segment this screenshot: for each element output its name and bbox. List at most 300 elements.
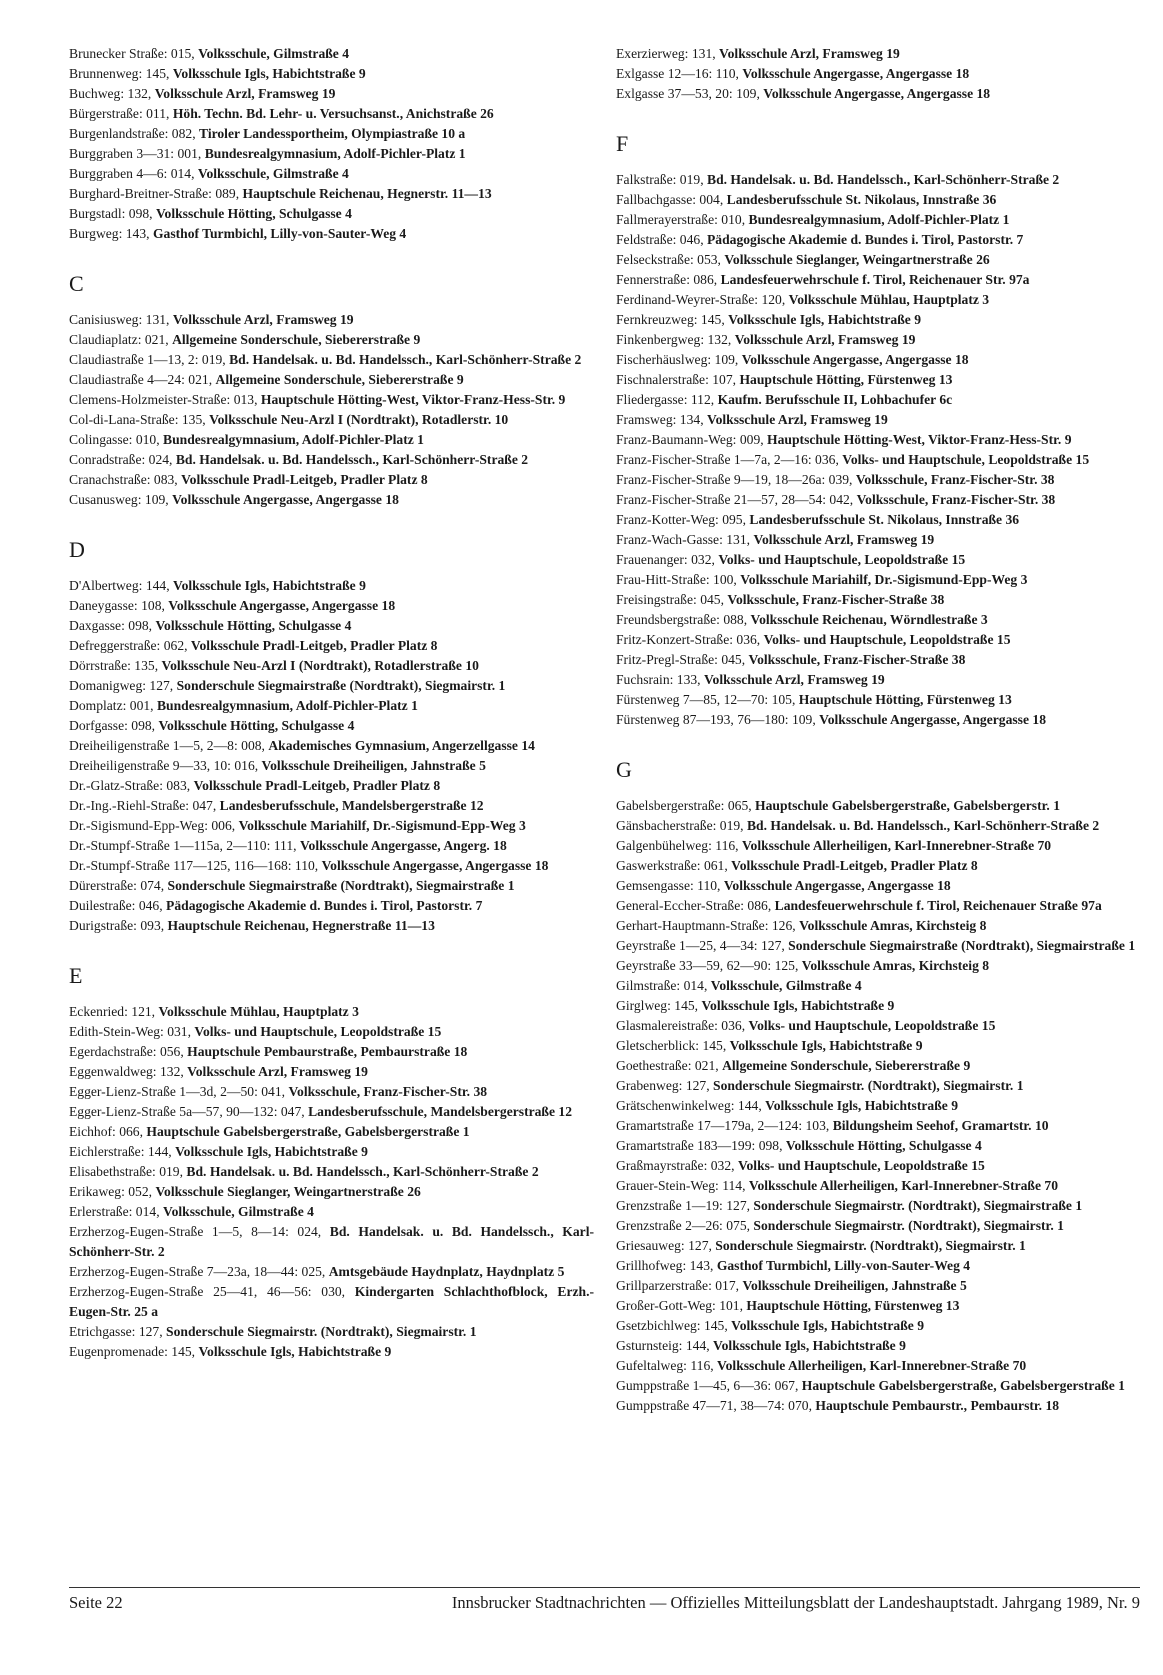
street-name: Franz-Wach-Gasse: 131,	[616, 532, 754, 547]
school-assignment: Hauptschule Gabelsbergerstraße, Gabelsbergerstr. 1	[755, 798, 1060, 813]
street-entry	[69, 1322, 594, 1342]
school-assignment: Sonderschule Siegmairstr. (Nordtrakt), Siegmairstr. 1	[166, 1324, 477, 1339]
street-entry	[616, 976, 1141, 996]
street-name: Fürstenweg 87—193, 76—180: 109,	[616, 712, 820, 727]
street-entry	[69, 616, 594, 636]
street-name: Gumppstraße 47—71, 38—74: 070,	[616, 1398, 816, 1413]
street-entry	[69, 390, 594, 410]
street-entry	[616, 1296, 1141, 1316]
street-entry	[616, 1316, 1141, 1336]
street-entry	[69, 370, 594, 390]
street-name: Eugenpromenade: 145,	[69, 1344, 199, 1359]
street-entry	[69, 184, 594, 204]
street-name: Egger-Lienz-Straße 5a—57, 90—132: 047,	[69, 1104, 309, 1119]
street-name: Erzherzog-Eugen-Straße 7—23a, 18—44: 025,	[69, 1264, 329, 1279]
street-name: Eckenried: 121,	[69, 1004, 159, 1019]
street-name: Franz-Fischer-Straße 21—57, 28—54: 042,	[616, 492, 857, 507]
street-entry	[69, 1042, 594, 1062]
street-name: Gramartstraße 17—179a, 2—124: 103,	[616, 1118, 833, 1133]
school-assignment: Hauptschule Reichenau, Hegnerstraße 11—13	[167, 918, 435, 933]
street-entry	[616, 590, 1141, 610]
street-name: Grenzstraße 1—19: 127,	[616, 1198, 754, 1213]
street-name: Erlerstraße: 014,	[69, 1204, 163, 1219]
school-assignment: Volksschule, Gilmstraße 4	[710, 978, 862, 993]
school-assignment: Volksschule Mariahilf, Dr.-Sigismund-Epp-Weg 3	[740, 572, 1028, 587]
school-assignment: Volksschule Pradl-Leitgeb, Pradler Platz 8	[190, 638, 438, 653]
street-entry	[69, 916, 594, 936]
street-entry	[616, 1096, 1141, 1116]
street-name: Daneygasse: 108,	[69, 598, 169, 613]
street-entry	[69, 1122, 594, 1142]
school-assignment: Volksschule, Franz-Fischer-Str. 38	[856, 492, 1056, 507]
street-entry	[69, 204, 594, 224]
street-name: Gänsbacherstraße: 019,	[616, 818, 747, 833]
street-name: Dr.-Sigismund-Epp-Weg: 006,	[69, 818, 239, 833]
school-assignment: Volksschule Arzl, Framsweg 19	[187, 1064, 368, 1079]
street-name: Dörrstraße: 135,	[69, 658, 162, 673]
school-assignment: Volksschule Allerheiligen, Karl-Innerebner-Straße 70	[717, 1358, 1027, 1373]
school-assignment: Volksschule Angergasse, Angergasse 18	[168, 598, 396, 613]
school-assignment: Gasthof Turmbichl, Lilly-von-Sauter-Weg 4	[716, 1258, 971, 1273]
school-assignment: Volksschule Igls, Habichtstraße 9	[175, 1144, 368, 1159]
school-assignment: Volksschule Neu-Arzl I (Nordtrakt), Rotadlerstr. 10	[209, 412, 509, 427]
school-assignment: Landesfeuerwehrschule f. Tirol, Reichenauer Str. 97a	[720, 272, 1030, 287]
school-assignment: Hauptschule Hötting, Fürstenweg 13	[798, 692, 1012, 707]
school-assignment: Volksschule Arzl, Framsweg 19	[707, 412, 888, 427]
street-name: Burggraben 4—6: 014,	[69, 166, 198, 181]
school-assignment: Hauptschule Pembaurstraße, Pembaurstraße 18	[187, 1044, 468, 1059]
street-entry	[69, 44, 594, 64]
street-name: Duilestraße: 046,	[69, 898, 167, 913]
street-entry	[69, 1262, 594, 1282]
street-entry	[616, 1176, 1141, 1196]
street-entry	[69, 1022, 594, 1042]
street-name: Gramartstraße 183—199: 098,	[616, 1138, 786, 1153]
street-entry	[616, 310, 1141, 330]
street-name: Gemsengasse: 110,	[616, 878, 724, 893]
street-entry	[69, 836, 594, 856]
street-entry	[616, 1016, 1141, 1036]
street-name: Clemens-Holzmeister-Straße: 013,	[69, 392, 261, 407]
street-name: Finkenbergweg: 132,	[616, 332, 735, 347]
street-name: Fischnalerstraße: 107,	[616, 372, 740, 387]
school-assignment: Hauptschule Hötting, Fürstenweg 13	[746, 1298, 960, 1313]
street-entry	[616, 670, 1141, 690]
street-entry	[69, 410, 594, 430]
school-assignment: Volksschule Dreiheiligen, Jahnstraße 5	[261, 758, 486, 773]
right-column	[616, 44, 1141, 1416]
street-entry	[69, 104, 594, 124]
school-assignment: Volksschule Igls, Habichtstraße 9	[731, 1318, 925, 1333]
school-assignment: Bundesrealgymnasium, Adolf-Pichler-Platz 1	[748, 212, 1010, 227]
section-letter-f: F	[616, 131, 629, 156]
school-assignment: Volksschule, Gilmstraße 4	[163, 1204, 314, 1219]
street-entry	[616, 1156, 1141, 1176]
school-assignment: Volksschule Arzl, Framsweg 19	[154, 86, 336, 101]
street-name: Gerhart-Hauptmann-Straße: 126,	[616, 918, 800, 933]
school-assignment: Volksschule Amras, Kirchsteig 8	[801, 958, 990, 973]
street-name: Fürstenweg 7—85, 12—70: 105,	[616, 692, 799, 707]
street-name: Dr.-Glatz-Straße: 083,	[69, 778, 194, 793]
school-assignment: Volksschule, Franz-Fischer-Str. 38	[288, 1084, 488, 1099]
street-entry	[69, 84, 594, 104]
school-assignment: Volksschule Pradl-Leitgeb, Pradler Platz 8	[731, 858, 978, 873]
street-name: Burgweg: 143,	[69, 226, 153, 241]
school-assignment: Allgemeine Sonderschule, Siebererstraße 9	[215, 372, 464, 387]
school-assignment: Hauptschule Hötting, Fürstenweg 13	[739, 372, 953, 387]
section-letter-d: D	[69, 537, 85, 562]
school-assignment: Sonderschule Siegmairstraße (Nordtrakt), Siegmairstr. 1	[176, 678, 506, 693]
school-assignment: Bundesrealgymnasium, Adolf-Pichler-Platz 1	[204, 146, 466, 161]
street-entry	[69, 124, 594, 144]
school-assignment: Bildungsheim Seehof, Gramartstr. 10	[832, 1118, 1049, 1133]
street-name: Franz-Fischer-Straße 9—19, 18—26a: 039,	[616, 472, 856, 487]
street-entry	[69, 1082, 594, 1102]
street-entry	[616, 470, 1141, 490]
school-assignment: Sonderschule Siegmairstr. (Nordtrakt), Siegmairstr. 1	[713, 1078, 1024, 1093]
street-name: Galgenbühelweg: 116,	[616, 838, 742, 853]
school-assignment: Volksschule Hötting, Schulgasse 4	[158, 718, 355, 733]
street-name: Glasmalereistraße: 036,	[616, 1018, 749, 1033]
street-name: Durigstraße: 093,	[69, 918, 168, 933]
school-assignment: Bd. Handelsak. u. Bd. Handelssch., Karl-Schönherr-Str. 2	[69, 1224, 594, 1259]
street-entry	[69, 776, 594, 796]
street-entry	[616, 290, 1141, 310]
street-entry	[616, 390, 1141, 410]
street-name: Erzherzog-Eugen-Straße 1—5, 8—14: 024,	[69, 1224, 330, 1239]
school-assignment: Volks- und Hauptschule, Leopoldstraße 15	[737, 1158, 985, 1173]
street-entry	[616, 84, 1141, 104]
street-name: Grillparzerstraße: 017,	[616, 1278, 743, 1293]
street-entry	[616, 1136, 1141, 1156]
school-assignment: Volks- und Hauptschule, Leopoldstraße 15	[194, 1024, 442, 1039]
street-entry	[616, 796, 1141, 816]
street-entry	[69, 490, 594, 510]
section-letter-g: G	[616, 757, 632, 782]
street-entry	[69, 350, 594, 370]
street-entry	[616, 410, 1141, 430]
school-assignment: Pädagogische Akademie d. Bundes i. Tirol, Pastorstr. 7	[166, 898, 483, 913]
street-name: Ferdinand-Weyrer-Straße: 120,	[616, 292, 789, 307]
school-assignment: Volksschule Hötting, Schulgasse 4	[155, 618, 352, 633]
street-name: Fernkreuzweg: 145,	[616, 312, 729, 327]
street-entry	[69, 636, 594, 656]
street-entry	[616, 1256, 1141, 1276]
school-assignment: Volksschule Arzl, Framsweg 19	[172, 312, 354, 327]
street-name: Eggenwaldweg: 132,	[69, 1064, 188, 1079]
street-name: Eichlerstraße: 144,	[69, 1144, 176, 1159]
school-assignment: Bundesrealgymnasium, Adolf-Pichler-Platz 1	[163, 432, 424, 447]
street-name: D'Albertweg: 144,	[69, 578, 174, 593]
street-name: Exlgasse 12—16: 110,	[616, 66, 743, 81]
section-letter-e: E	[69, 963, 83, 988]
left-column	[69, 44, 594, 1362]
street-name: Goethestraße: 021,	[616, 1058, 723, 1073]
street-entry	[616, 896, 1141, 916]
school-assignment: Volks- und Hauptschule, Leopoldstraße 15	[842, 452, 1090, 467]
street-name: Grätschenwinkelweg: 144,	[616, 1098, 766, 1113]
school-assignment: Akademisches Gymnasium, Angerzellgasse 14	[268, 738, 535, 753]
school-assignment: Höh. Techn. Bd. Lehr- u. Versuchsanst., Anichstraße 26	[172, 106, 494, 121]
street-name: Cranachstraße: 083,	[69, 472, 182, 487]
street-entry	[616, 570, 1141, 590]
street-name: Conradstraße: 024,	[69, 452, 176, 467]
school-assignment: Landesfeuerwehrschule f. Tirol, Reichenauer Straße 97a	[774, 898, 1102, 913]
footer-divider	[69, 1587, 1140, 1588]
school-assignment: Volksschule Igls, Habichtstraße 9	[173, 578, 366, 593]
school-assignment: Kindergarten Schlachthofblock, Erzh.-Eugen-Str. 25 a	[69, 1284, 594, 1319]
page-number: Seite 22	[69, 1593, 123, 1612]
street-name: Geyrstraße 1—25, 4—34: 127,	[616, 938, 789, 953]
street-entry	[616, 936, 1141, 956]
street-name: Defreggerstraße: 062,	[69, 638, 191, 653]
school-assignment: Bundesrealgymnasium, Adolf-Pichler-Platz 1	[156, 698, 418, 713]
street-name: Graßmayrstraße: 032,	[616, 1158, 738, 1173]
street-name: Gilmstraße: 014,	[616, 978, 711, 993]
street-name: Burghard-Breitner-Straße: 089,	[69, 186, 243, 201]
street-name: Egger-Lienz-Straße 1—3d, 2—50: 041,	[69, 1084, 289, 1099]
school-assignment: Gasthof Turmbichl, Lilly-von-Sauter-Weg 4	[152, 226, 407, 241]
street-name: Dr.-Stumpf-Straße 1—115a, 2—110: 111,	[69, 838, 300, 853]
street-name: Erikaweg: 052,	[69, 1184, 156, 1199]
school-assignment: Volksschule Arzl, Framsweg 19	[719, 46, 900, 61]
street-name: Gabelsbergerstraße: 065,	[616, 798, 756, 813]
street-entry	[616, 1216, 1141, 1236]
street-name: Freisingstraße: 045,	[616, 592, 728, 607]
school-assignment: Volksschule Igls, Habichtstraße 9	[172, 66, 366, 81]
school-assignment: Hauptschule Hötting-West, Viktor-Franz-Hess-Str. 9	[767, 432, 1072, 447]
street-entry	[616, 650, 1141, 670]
street-entry	[616, 876, 1141, 896]
street-entry	[69, 1202, 594, 1222]
street-entry	[616, 250, 1141, 270]
street-entry	[616, 1376, 1141, 1396]
street-name: Dorfgasse: 098,	[69, 718, 159, 733]
street-entry	[616, 610, 1141, 630]
street-name: Gufeltalweg: 116,	[616, 1358, 718, 1373]
school-assignment: Sonderschule Siegmairstr. (Nordtrakt), Siegmairstr. 1	[715, 1238, 1026, 1253]
street-entry	[616, 916, 1141, 936]
street-entry	[616, 1056, 1141, 1076]
school-assignment: Volksschule Angergasse, Angergasse 18	[321, 858, 549, 873]
school-assignment: Volksschule Sieglanger, Weingartnerstraße 26	[724, 252, 990, 267]
street-entry	[69, 310, 594, 330]
school-assignment: Bd. Handelsak. u. Bd. Handelssch., Karl-Schönherr-Straße 2	[175, 452, 529, 467]
street-entry	[69, 656, 594, 676]
school-assignment: Hauptschule Gabelsbergerstraße, Gabelsbergerstraße 1	[801, 1378, 1125, 1393]
street-entry	[616, 836, 1141, 856]
school-assignment: Allgemeine Sonderschule, Siebererstraße 9	[172, 332, 421, 347]
school-assignment: Hauptschule Reichenau, Hegnerstr. 11—13	[242, 186, 492, 201]
street-entry	[616, 190, 1141, 210]
street-name: Colingasse: 010,	[69, 432, 164, 447]
street-entry	[69, 736, 594, 756]
school-assignment: Volksschule, Franz-Fischer-Straße 38	[727, 592, 945, 607]
school-assignment: Volksschule Igls, Habichtstraße 9	[728, 312, 921, 327]
street-name: Großer-Gott-Weg: 101,	[616, 1298, 747, 1313]
street-entry	[616, 44, 1141, 64]
street-name: Gumppstraße 1—45, 6—36: 067,	[616, 1378, 802, 1393]
street-entry	[616, 210, 1141, 230]
street-entry	[69, 1222, 594, 1262]
school-assignment: Volksschule Reichenau, Wörndlestraße 3	[750, 612, 988, 627]
street-entry	[69, 716, 594, 736]
street-entry	[69, 856, 594, 876]
school-assignment: Volksschule Hötting, Schulgasse 4	[155, 206, 352, 221]
school-assignment: Volksschule, Franz-Fischer-Straße 38	[748, 652, 966, 667]
street-entry	[69, 876, 594, 896]
school-assignment: Amtsgebäude Haydnplatz, Haydnplatz 5	[328, 1264, 565, 1279]
street-entry	[616, 630, 1141, 650]
street-entry	[69, 596, 594, 616]
school-assignment: Volksschule Mühlau, Hauptplatz 3	[158, 1004, 359, 1019]
street-name: Fischerhäuslweg: 109,	[616, 352, 742, 367]
street-entry	[616, 170, 1141, 190]
street-name: Fritz-Pregl-Straße: 045,	[616, 652, 749, 667]
street-name: Grauer-Stein-Weg: 114,	[616, 1178, 749, 1193]
school-assignment: Landesberufsschule St. Nikolaus, Innstraße 36	[726, 192, 997, 207]
street-entry	[616, 510, 1141, 530]
street-entry	[69, 164, 594, 184]
school-assignment: Volksschule Mühlau, Hauptplatz 3	[788, 292, 990, 307]
school-assignment: Volksschule Angergasse, Angergasse 18	[742, 66, 970, 81]
street-name: Grabenweg: 127,	[616, 1078, 714, 1093]
street-entry	[616, 370, 1141, 390]
street-entry	[69, 1062, 594, 1082]
street-name: Brunecker Straße: 015,	[69, 46, 199, 61]
street-name: Franz-Baumann-Weg: 009,	[616, 432, 768, 447]
school-assignment: Volksschule Allerheiligen, Karl-Innerebner-Straße 70	[748, 1178, 1059, 1193]
street-entry	[69, 1282, 594, 1322]
street-name: Brunnenweg: 145,	[69, 66, 173, 81]
school-assignment: Tiroler Landessportheim, Olympiastraße 10 a	[199, 126, 466, 141]
street-name: Frau-Hitt-Straße: 100,	[616, 572, 741, 587]
street-entry	[616, 956, 1141, 976]
school-assignment: Volksschule Mariahilf, Dr.-Sigismund-Epp-Weg 3	[238, 818, 526, 833]
street-name: Falkstraße: 019,	[616, 172, 707, 187]
street-entry	[69, 330, 594, 350]
school-assignment: Volksschule Angergasse, Angergasse 18	[723, 878, 951, 893]
school-assignment: Volksschule, Franz-Fischer-Str. 38	[855, 472, 1055, 487]
school-assignment: Volksschule Dreiheiligen, Jahnstraße 5	[742, 1278, 967, 1293]
school-assignment: Volksschule Igls, Habichtstraße 9	[729, 1038, 923, 1053]
school-assignment: Bd. Handelsak. u. Bd. Handelssch., Karl-Schönherr-Straße 2	[186, 1164, 539, 1179]
street-entry	[616, 1356, 1141, 1376]
school-assignment: Volksschule Hötting, Schulgasse 4	[785, 1138, 982, 1153]
school-assignment: Landesberufsschule, Mandelsbergerstraße 12	[308, 1104, 573, 1119]
street-name: Claudiaplatz: 021,	[69, 332, 173, 347]
school-assignment: Volksschule Igls, Habichtstraße 9	[198, 1344, 392, 1359]
street-name: Burgenlandstraße: 082,	[69, 126, 199, 141]
street-entry	[616, 450, 1141, 470]
street-name: Eichhof: 066,	[69, 1124, 147, 1139]
street-name: Fliedergasse: 112,	[616, 392, 718, 407]
street-name: Girglweg: 145,	[616, 998, 702, 1013]
street-name: Gsturnsteig: 144,	[616, 1338, 714, 1353]
school-assignment: Sonderschule Siegmairstr. (Nordtrakt), Siegmairstraße 1	[753, 1198, 1083, 1213]
street-name: Feldstraße: 046,	[616, 232, 707, 247]
school-assignment: Pädagogische Akademie d. Bundes i. Tirol, Pastorstr. 7	[707, 232, 1024, 247]
street-name: Fritz-Konzert-Straße: 036,	[616, 632, 764, 647]
school-assignment: Volksschule Amras, Kirchsteig 8	[799, 918, 987, 933]
school-assignment: Volksschule, Gilmstraße 4	[198, 46, 350, 61]
street-name: Fuchsrain: 133,	[616, 672, 704, 687]
street-name: Edith-Stein-Weg: 031,	[69, 1024, 195, 1039]
street-entry	[69, 1142, 594, 1162]
street-entry	[69, 1342, 594, 1362]
street-entry	[69, 816, 594, 836]
street-entry	[69, 64, 594, 84]
street-entry	[616, 530, 1141, 550]
street-entry	[616, 350, 1141, 370]
street-entry	[69, 756, 594, 776]
school-assignment: Allgemeine Sonderschule, Siebererstraße 9	[722, 1058, 971, 1073]
school-assignment: Volksschule Igls, Habichtstraße 9	[701, 998, 895, 1013]
street-name: Griesauweg: 127,	[616, 1238, 716, 1253]
street-name: Bürgerstraße: 011,	[69, 106, 173, 121]
school-assignment: Sonderschule Siegmairstr. (Nordtrakt), Siegmairstr. 1	[753, 1218, 1064, 1233]
street-name: Domplatz: 001,	[69, 698, 157, 713]
street-name: Erzherzog-Eugen-Straße 25—41, 46—56: 030,	[69, 1284, 355, 1299]
school-assignment: Volksschule Pradl-Leitgeb, Pradler Platz 8	[193, 778, 441, 793]
street-entry	[616, 996, 1141, 1016]
street-entry	[69, 224, 594, 244]
street-name: Framsweg: 134,	[616, 412, 707, 427]
school-assignment: Sonderschule Siegmairstraße (Nordtrakt), Siegmairstraße 1	[167, 878, 515, 893]
street-entry	[69, 1162, 594, 1182]
street-name: Burgstadl: 098,	[69, 206, 156, 221]
school-assignment: Volks- und Hauptschule, Leopoldstraße 15	[748, 1018, 996, 1033]
street-entry	[616, 1396, 1141, 1416]
street-entry	[616, 1276, 1141, 1296]
school-assignment: Landesberufsschule, Mandelsbergerstraße 12	[219, 798, 484, 813]
street-name: Geyrstraße 33—59, 62—90: 125,	[616, 958, 802, 973]
street-entry	[616, 1196, 1141, 1216]
street-entry	[616, 1236, 1141, 1256]
school-assignment: Hauptschule Gabelsbergerstraße, Gabelsbergerstraße 1	[146, 1124, 470, 1139]
street-name: Daxgasse: 098,	[69, 618, 156, 633]
street-entry	[69, 470, 594, 490]
street-entry	[616, 816, 1141, 836]
street-name: Canisiusweg: 131,	[69, 312, 173, 327]
street-entry	[616, 550, 1141, 570]
school-assignment: Volksschule Pradl-Leitgeb, Pradler Platz 8	[181, 472, 428, 487]
street-entry	[69, 576, 594, 596]
street-name: Claudiastraße 4—24: 021,	[69, 372, 216, 387]
school-assignment: Bd. Handelsak. u. Bd. Handelssch., Karl-Schönherr-Straße 2	[229, 352, 582, 367]
street-entry	[616, 1116, 1141, 1136]
street-name: Domanigweg: 127,	[69, 678, 177, 693]
school-assignment: Volksschule Arzl, Framsweg 19	[753, 532, 935, 547]
street-name: Dr.-Ing.-Riehl-Straße: 047,	[69, 798, 220, 813]
school-assignment: Volksschule Arzl, Framsweg 19	[734, 332, 916, 347]
school-assignment: Bd. Handelsak. u. Bd. Handelssch., Karl-Schönherr-Straße 2	[746, 818, 1100, 833]
school-assignment: Volksschule Angergasse, Angergasse 18	[763, 86, 991, 101]
street-entry	[69, 430, 594, 450]
school-assignment: Hauptschule Pembaurstr., Pembaurstr. 18	[815, 1398, 1060, 1413]
street-name: Dr.-Stumpf-Straße 117—125, 116—168: 110,	[69, 858, 322, 873]
street-name: Dreiheiligenstraße 9—33, 10: 016,	[69, 758, 262, 773]
street-entry	[616, 856, 1141, 876]
street-entry	[616, 1036, 1141, 1056]
street-entry	[616, 490, 1141, 510]
street-name: Gsetzbichlweg: 145,	[616, 1318, 732, 1333]
school-assignment: Volksschule Arzl, Framsweg 19	[703, 672, 885, 687]
street-name: Col-di-Lana-Straße: 135,	[69, 412, 210, 427]
school-assignment: Volksschule Angergasse, Angergasse 18	[741, 352, 969, 367]
street-name: Elisabethstraße: 019,	[69, 1164, 187, 1179]
street-entry	[69, 144, 594, 164]
